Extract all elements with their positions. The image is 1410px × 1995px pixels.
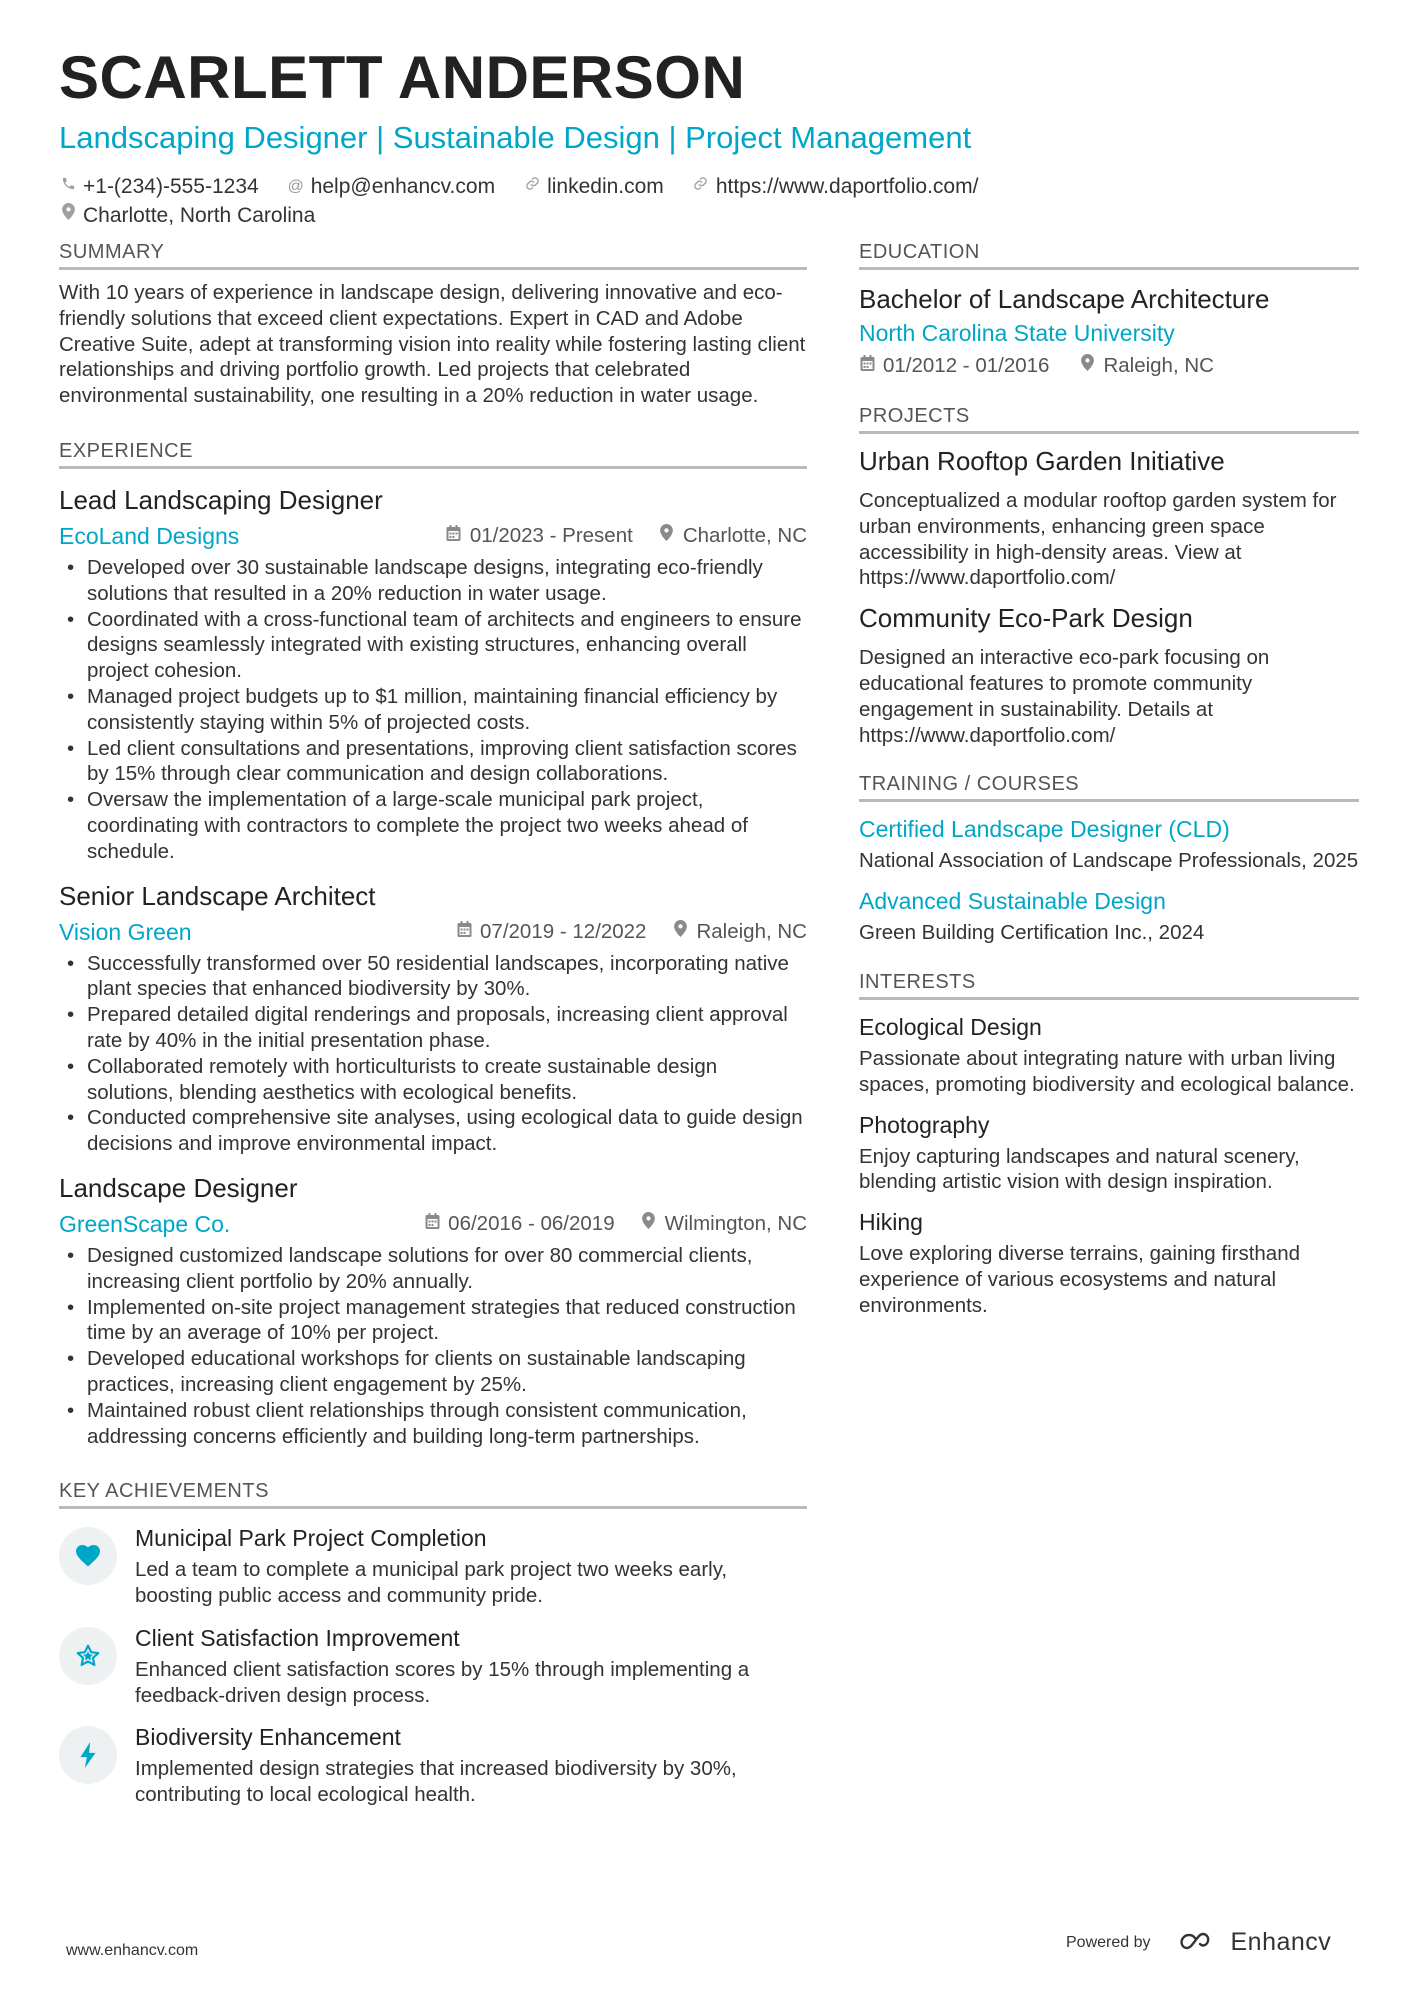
education-section	[859, 238, 1359, 380]
bolt-icon	[59, 1726, 117, 1784]
course-title: Certified Landscape Designer (CLD)	[859, 816, 1230, 843]
degree-title: Bachelor of Landscape Architecture	[859, 284, 1270, 314]
bullet-item: • Implemented on-site project management strategies that reduced construction time by an average of 10% per project.	[59, 1295, 807, 1347]
course-provider: Green Building Certification Inc., 2024	[859, 921, 1205, 945]
job-bullets	[59, 555, 807, 865]
job-dates: 01/2023 - Present	[469, 523, 633, 547]
heart-icon	[59, 1527, 117, 1585]
achievement-title: Biodiversity Enhancement	[135, 1724, 401, 1751]
bullet-item: • Prepared detailed digital renderings and proposals, increasing client approval rate by 40% in the initial presentation phase.	[59, 1002, 807, 1054]
achievement-title: Client Satisfaction Improvement	[135, 1624, 460, 1651]
bullet-item: • Oversaw the implementation of a large-scale municipal park project, coordinating with contractors to complete the project two weeks ahead of schedule.	[59, 787, 807, 864]
contact-email[interactable]	[287, 172, 495, 201]
job-location: Raleigh, NC	[696, 919, 807, 943]
bullet-item: • Managed project budgets up to $1 million, maintaining financial efficiency by consistently staying within 5% of projected costs.	[59, 684, 807, 736]
achievement-item	[59, 1623, 807, 1709]
bullet-item: • Successfully transformed over 50 residential landscapes, incorporating native plant species that enhanced biodiversity by 30%.	[59, 951, 807, 1003]
enhancv-logo-icon	[1175, 1931, 1221, 1955]
candidate-title: Landscaping Designer | Sustainable Design | Project Management	[59, 120, 972, 155]
achievement-desc: Led a team to complete a municipal park project two weeks early, boosting public access and community pride.	[135, 1558, 728, 1608]
education-heading: EDUCATION	[859, 238, 1359, 270]
job-location: Charlotte, NC	[682, 523, 807, 547]
company-name: GreenScape Co.	[59, 1210, 231, 1237]
bullet-item: • Coordinated with a cross-functional team of architects and engineers to ensure designs seamlessly integrated with existing structures, enhancing overall project cohesion.	[59, 607, 807, 684]
project-title: Urban Rooftop Garden Initiative	[859, 446, 1225, 476]
training-section	[859, 770, 1359, 946]
experience-heading: EXPERIENCE	[59, 437, 807, 469]
experience-section	[59, 437, 807, 1449]
bullet-item: • Developed educational workshops for clients on sustainable landscaping practices, increasing client engagement by 25%.	[59, 1346, 807, 1398]
summary-section	[59, 238, 807, 409]
bullet-item: • Conducted comprehensive site analyses, using ecological data to guide design decisions and improve environmental impact.	[59, 1105, 807, 1157]
interests-section	[859, 968, 1359, 1319]
location-pin-icon	[1079, 352, 1095, 380]
location-pin-icon	[641, 1209, 657, 1239]
job-dates: 07/2019 - 12/2022	[480, 919, 647, 943]
contact-linkedin[interactable]	[523, 172, 664, 201]
email-text: help@enhancv.com	[310, 175, 496, 198]
achievements-section	[59, 1477, 807, 1808]
left-column	[59, 238, 807, 1824]
interest-desc: Enjoy capturing landscapes and natural scenery, blending artistic vision with design inspiration.	[859, 1144, 1300, 1194]
calendar-icon	[424, 1209, 440, 1239]
calendar-icon	[456, 917, 472, 947]
at-icon: @	[287, 178, 304, 195]
contact-website[interactable]	[692, 172, 979, 201]
link-icon	[692, 172, 710, 201]
course-provider: National Association of Landscape Professionals, 2025	[859, 849, 1359, 873]
project-desc: Designed an interactive eco-park focusing on educational features to promote community engagement in sustainability. Details at https://www.daportfolio.com/	[859, 646, 1270, 747]
interest-title: Photography	[859, 1111, 990, 1138]
course-title: Advanced Sustainable Design	[859, 888, 1166, 915]
achievement-title: Municipal Park Project Completion	[135, 1525, 487, 1552]
calendar-icon	[859, 352, 875, 380]
location-pin-icon	[59, 201, 77, 230]
contact-phone	[59, 172, 259, 201]
bullet-item: • Led client consultations and presentations, improving client satisfaction scores by 15% through clear communication and design collaborations.	[59, 736, 807, 788]
brand-logo[interactable]	[1175, 1928, 1332, 1957]
interest-title: Hiking	[859, 1209, 923, 1236]
summary-heading: SUMMARY	[59, 238, 807, 270]
project-title: Community Eco-Park Design	[859, 603, 1193, 634]
job-bullets	[59, 1243, 807, 1449]
candidate-name: SCARLETT ANDERSON	[59, 44, 746, 111]
resume-header	[59, 42, 1359, 230]
bullet-item: • Maintained robust client relationships through consistent communication, addressing concerns efficiently and building long-term partnerships.	[59, 1398, 807, 1450]
calendar-icon	[446, 521, 462, 551]
interest-title: Ecological Design	[859, 1013, 1042, 1040]
location-text: Charlotte, North Carolina	[83, 204, 316, 227]
contact-location	[59, 201, 315, 230]
footer-website[interactable]: www.enhancv.com	[66, 1942, 199, 1959]
achievement-desc: Enhanced client satisfaction scores by 15% through implementing a feedback-driven design process.	[135, 1657, 750, 1707]
brand-name: Enhancv	[1230, 1928, 1332, 1956]
interest-desc: Love exploring diverse terrains, gaining firsthand experience of various ecosystems and natural environments.	[859, 1242, 1301, 1317]
phone-icon	[59, 172, 77, 201]
education-location: Raleigh, NC	[1103, 354, 1214, 377]
bullet-item: • Developed over 30 sustainable landscape designs, integrating eco-friendly solutions that resulted in a 20% reduction in water usage.	[59, 555, 807, 607]
training-heading: TRAINING / COURSES	[859, 770, 1359, 802]
education-dates: 01/2012 - 01/2016	[883, 354, 1050, 377]
school-name: North Carolina State University	[859, 320, 1175, 346]
job-title: Lead Landscaping Designer	[59, 484, 383, 515]
achievement-item	[59, 1523, 807, 1609]
contact-info	[59, 172, 1359, 230]
location-pin-icon	[672, 917, 688, 947]
star-icon	[59, 1627, 117, 1685]
linkedin-text: linkedin.com	[547, 175, 664, 198]
achievement-item	[59, 1722, 807, 1808]
bullet-item: • Collaborated remotely with horticulturists to create sustainable design solutions, blending aesthetics with ecological benefits.	[59, 1054, 807, 1106]
job-dates: 06/2016 - 06/2019	[448, 1211, 615, 1235]
interests-heading: INTERESTS	[859, 968, 1359, 1000]
footer-branding	[1066, 1928, 1331, 1957]
job-entry	[59, 879, 807, 1157]
summary-text: With 10 years of experience in landscape design, delivering innovative and eco-friendly solutions that exceed client expectations. Expert in CAD and Adobe Creative Suite, adept at transforming vision into reality while fostering lasting client relationships and driving portfolio growth. Led projects that celebrated environmental sustainability, one resulting in a 20% reduction in water usage.	[59, 281, 806, 408]
projects-section	[859, 402, 1359, 748]
achievements-heading: KEY ACHIEVEMENTS	[59, 1477, 807, 1509]
job-bullets	[59, 951, 807, 1157]
interest-desc: Passionate about integrating nature with urban living spaces, promoting biodiversity and ecological balance.	[859, 1046, 1355, 1096]
project-desc: Conceptualized a modular rooftop garden system for urban environments, enhancing green space accessibility in high-density areas. View at https://www.daportfolio.com/	[859, 489, 1337, 590]
job-entry	[59, 1171, 807, 1449]
achievement-desc: Implemented design strategies that increased biodiversity by 30%, contributing to local ecological health.	[135, 1757, 737, 1807]
projects-heading: PROJECTS	[859, 402, 1359, 434]
powered-by-label: Powered by	[1066, 1933, 1151, 1951]
job-entry	[59, 483, 807, 865]
website-text: https://www.daportfolio.com/	[715, 175, 979, 198]
right-column	[859, 238, 1359, 1335]
job-location: Wilmington, NC	[664, 1211, 807, 1235]
company-name: EcoLand Designs	[59, 522, 240, 549]
bullet-item: • Designed customized landscape solutions for over 80 commercial clients, increasing client portfolio by 20% annually.	[59, 1243, 807, 1295]
link-icon	[523, 172, 541, 201]
location-pin-icon	[659, 521, 675, 551]
job-title: Landscape Designer	[59, 1172, 298, 1203]
job-title: Senior Landscape Architect	[59, 880, 376, 911]
phone-text: +1-(234)-555-1234	[83, 175, 259, 198]
company-name: Vision Green	[59, 918, 192, 945]
